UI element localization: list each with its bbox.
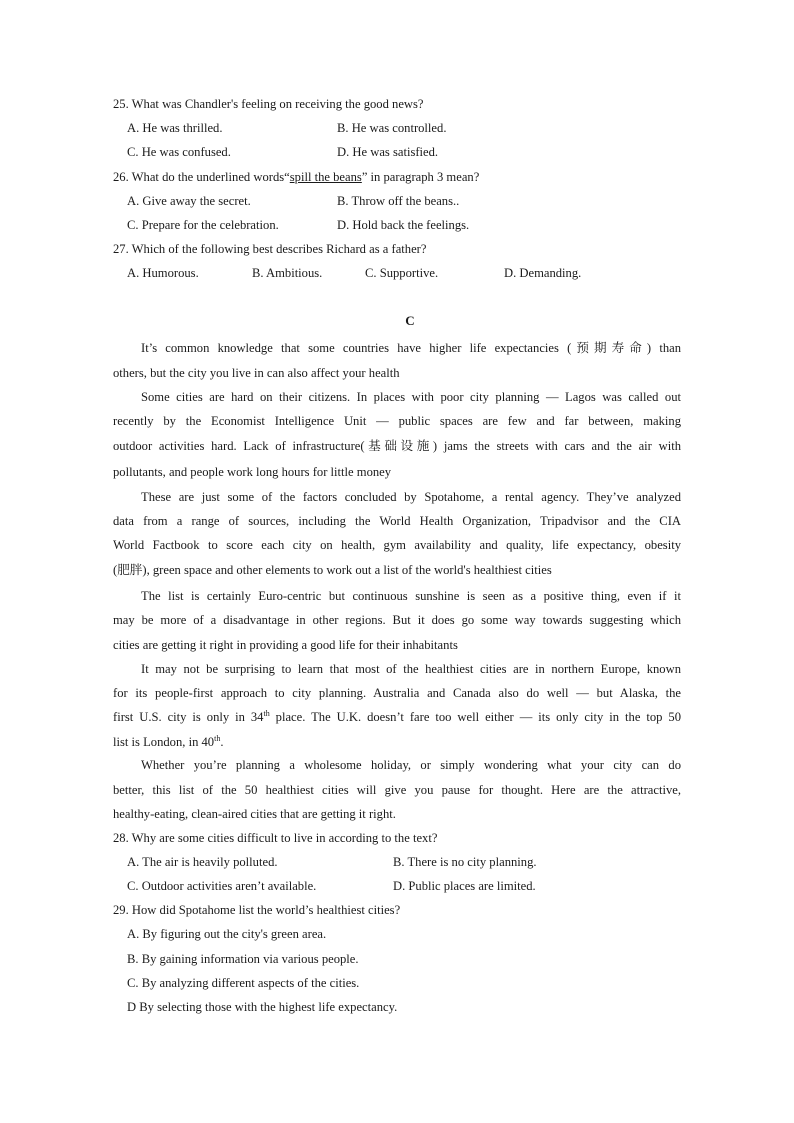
passage-line: It’s common knowledge that some countries have higher life expectancies (预期寿命) than [141, 341, 681, 355]
passage-line: cities are getting it right in providing a good life for their inhabitants [113, 638, 458, 652]
q26-option-b: B. Throw off the beans.. [337, 194, 460, 208]
passage-line: may be more of a disadvantage in other regions. But it does go some way towards suggesting which [113, 613, 681, 627]
q27-option-c: C. Supportive. [365, 266, 439, 280]
q28-option-d: D. Public places are limited. [393, 879, 536, 893]
q28-option-a: A. The air is heavily polluted. [127, 855, 278, 869]
q27-option-d: D. Demanding. [504, 266, 582, 280]
q29-option-b: B. By gaining information via various people. [127, 952, 359, 966]
question-27: 27. Which of the following best describes Richard as a father? [113, 242, 427, 256]
line-40-before: list is London, in 40 [113, 735, 215, 749]
question-29: 29. How did Spotahome list the world’s healthiest cities? [113, 903, 401, 917]
passage-line: others, but the city you live in can also affect your health [113, 366, 400, 380]
q26-option-d: D. Hold back the feelings. [337, 218, 470, 232]
passage-line: These are just some of the factors concluded by Spotahome, a rental agency. They’ve analyzed [141, 490, 681, 504]
q29-option-c: C. By analyzing different aspects of the cities. [127, 976, 360, 990]
question-26 [113, 169, 479, 185]
q25-option-c: C. He was confused. [127, 145, 231, 159]
passage-line: healthy-eating, clean-aired cities that are getting it right. [113, 807, 396, 821]
ordinal-suffix: th [214, 734, 221, 743]
passage-line: data from a range of sources, including the World Health Organization, Tripadvisor and the CIA [113, 514, 681, 528]
passage-line: World Factbook to score each city on health, gym availability and quality, life expectancy, obesity [113, 538, 681, 552]
passage-line: It may not be surprising to learn that most of the healthiest cities are in northern Europe, known [141, 662, 681, 676]
q26-prefix: 26. What do the underlined words“ [113, 170, 290, 184]
q29-option-d: D By selecting those with the highest life expectancy. [127, 1000, 398, 1014]
section-title: C [405, 313, 415, 328]
question-25: 25. What was Chandler's feeling on receiving the good news? [113, 97, 424, 111]
passage-line: for its people-first approach to city planning. Australia and Canada also do well — but Alaska, the [113, 686, 681, 700]
passage-line-40th [113, 734, 224, 750]
ordinal-suffix: th [263, 709, 270, 718]
q25-option-b: B. He was controlled. [337, 121, 447, 135]
passage-line: The list is certainly Euro-centric but continuous sunshine is seen as a positive thing, even if it [141, 589, 681, 603]
passage-line: (肥胖), green space and other elements to work out a list of the world's healthiest cities [113, 563, 552, 577]
passage-line: outdoor activities hard. Lack of infrastructure(基础设施) jams the streets with cars and the air with [113, 439, 681, 453]
passage-line-34th [113, 709, 681, 725]
passage-line: Whether you’re planning a wholesome holiday, or simply wondering what your city can do [141, 758, 681, 772]
q27-option-a: A. Humorous. [127, 266, 199, 280]
line-34-after: place. The U.K. doesn’t fare too well either — its only city in the top 50 [269, 710, 681, 724]
q29-option-a: A. By figuring out the city's green area. [127, 927, 327, 941]
q26-option-c: C. Prepare for the celebration. [127, 218, 279, 232]
passage-line: better, this list of the 50 healthiest cities will give you pause for thought. Here are the attractive, [113, 783, 681, 797]
q25-option-a: A. He was thrilled. [127, 121, 223, 135]
underlined-phrase: spill the beans [289, 170, 362, 184]
q28-option-b: B. There is no city planning. [393, 855, 537, 869]
line-34-before: first U.S. city is only in 34 [113, 710, 264, 724]
q26-option-a: A. Give away the secret. [127, 194, 251, 208]
passage-line: Some cities are hard on their citizens. In places with poor city planning — Lagos was called out [141, 390, 681, 404]
passage-line: recently by the Economist Intelligence Unit — public spaces are few and far between, making [113, 414, 681, 428]
passage-line: pollutants, and people work long hours for little money [113, 465, 392, 479]
q26-suffix: ” in paragraph 3 mean? [361, 170, 480, 184]
line-40-after: . [220, 735, 224, 749]
q25-option-d: D. He was satisfied. [337, 145, 439, 159]
question-28: 28. Why are some cities difficult to live in according to the text? [113, 831, 438, 845]
q27-option-b: B. Ambitious. [252, 266, 323, 280]
q28-option-c: C. Outdoor activities aren’t available. [127, 879, 317, 893]
